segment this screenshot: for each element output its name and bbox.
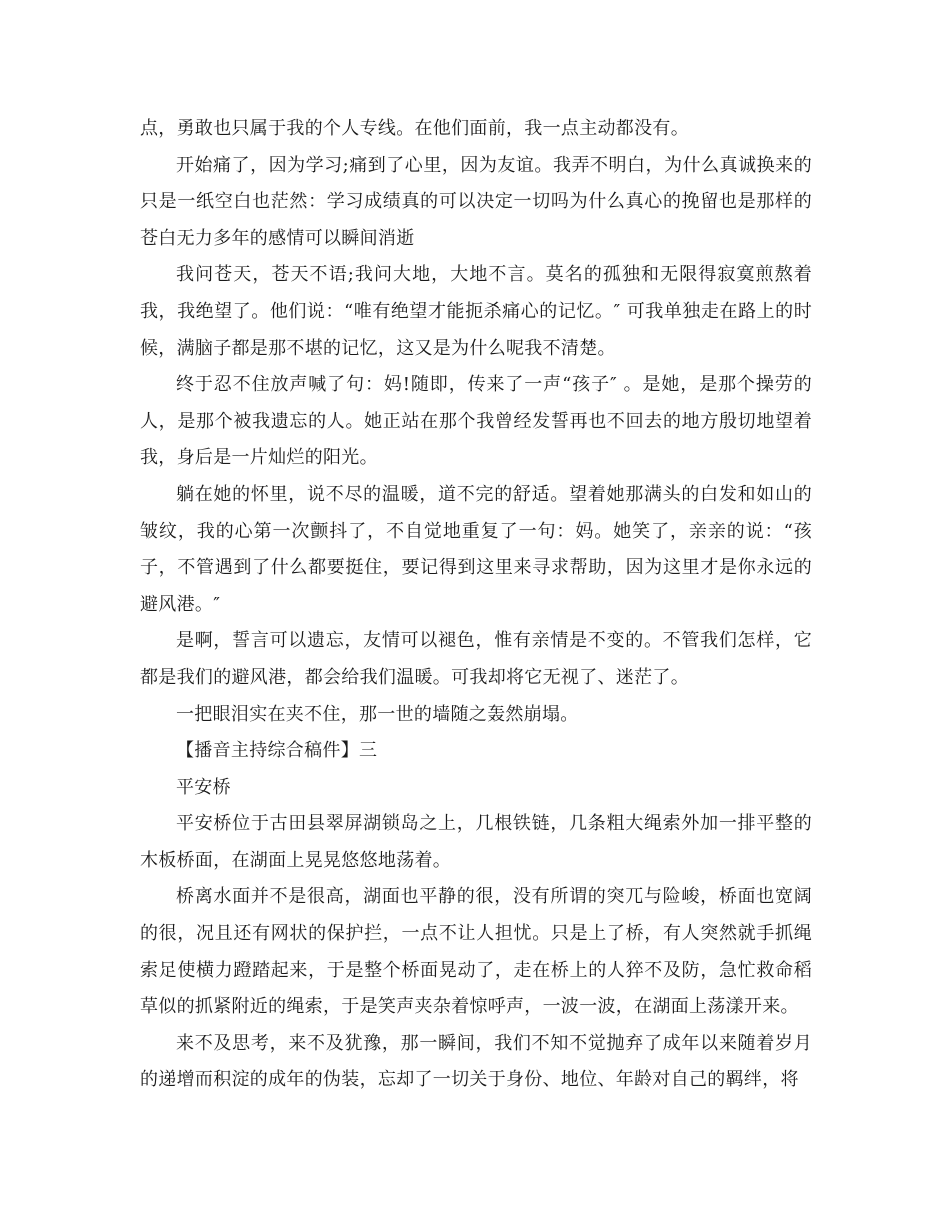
paragraph: 终于忍不住放声喊了句：妈!随即，传来了一声“孩子″ 。是她，是那个操劳的人，是那个被我遗忘的人。她正站在那个我曾经发誓再也不回去的地方殷切地望着我，身后是一片灿烂的阳光。 [140,374,812,469]
article-title: 平安桥 [176,776,231,798]
paragraph: 是啊，誓言可以遗忘，友情可以褪色，惟有亲情是不变的。不管我们怎样，它都是我们的避风港，都会给我们温暖。可我却将它无视了、迷茫了。 [140,630,812,688]
paragraph: 开始痛了，因为学习;痛到了心里，因为友谊。我弄不明白，为什么真诚换来的只是一纸空白也茫然：学习成绩真的可以决定一切吗为什么真心的挽留也是那样的苍白无力多年的感情可以瞬间消逝 [140,154,812,249]
paragraph: 躺在她的怀里，说不尽的温暖，道不完的舒适。望着她那满头的白发和如山的皱纹，我的心第一次颤抖了，不自觉地重复了一句：妈。她笑了，亲亲的说：“孩子，不管遇到了什么都要挺住，要记得到这里来寻求帮助，因为这里才是你永远的避风港。″ [140,483,812,615]
paragraph: 来不及思考，来不及犹豫，那一瞬间，我们不知不觉抛弃了成年以来随着岁月的递增而积淀的成年的伪装，忘却了一切关于身份、地位、年龄对自己的羁绊，将 [140,1032,812,1091]
paragraph: 点，勇敢也只属于我的个人专线。在他们面前，我一点主动都没有。 [140,118,689,139]
paragraph: 桥离水面并不是很高，湖面也平静的很，没有所谓的突兀与险峻，桥面也宽阔的很，况且还有网状的保护拦，一点不让人担忧。只是上了桥，有人突然就手抓绳索足使横力蹬踏起来，于是整个桥面晃动了，走在桥上的人猝不及防，急忙救命稻草似的抓紧附近的绳索，于是笑声夹杂着惊呼声，一波一波，在湖面上荡漾开来。 [140,886,812,1018]
document-body [140,111,812,1099]
paragraph: 一把眼泪实在夹不住，那一世的墙随之轰然崩塌。 [176,703,579,725]
paragraph: 平安桥位于古田县翠屏湖锁岛之上，几根铁链，几条粗大绳索外加一排平整的木板桥面，在湖面上晃晃悠悠地荡着。 [140,813,812,871]
section-heading: 【播音主持综合稿件】三 [176,740,378,762]
paragraph: 我问苍天，苍天不语;我问大地，大地不言。莫名的孤独和无限得寂寞煎熬着我，我绝望了。他们说：“唯有绝望才能扼杀痛心的记忆。″ 可我单独走在路上的时候，满脑子都是那不堪的记忆，这又是为什么呢我不清楚。 [140,264,812,359]
